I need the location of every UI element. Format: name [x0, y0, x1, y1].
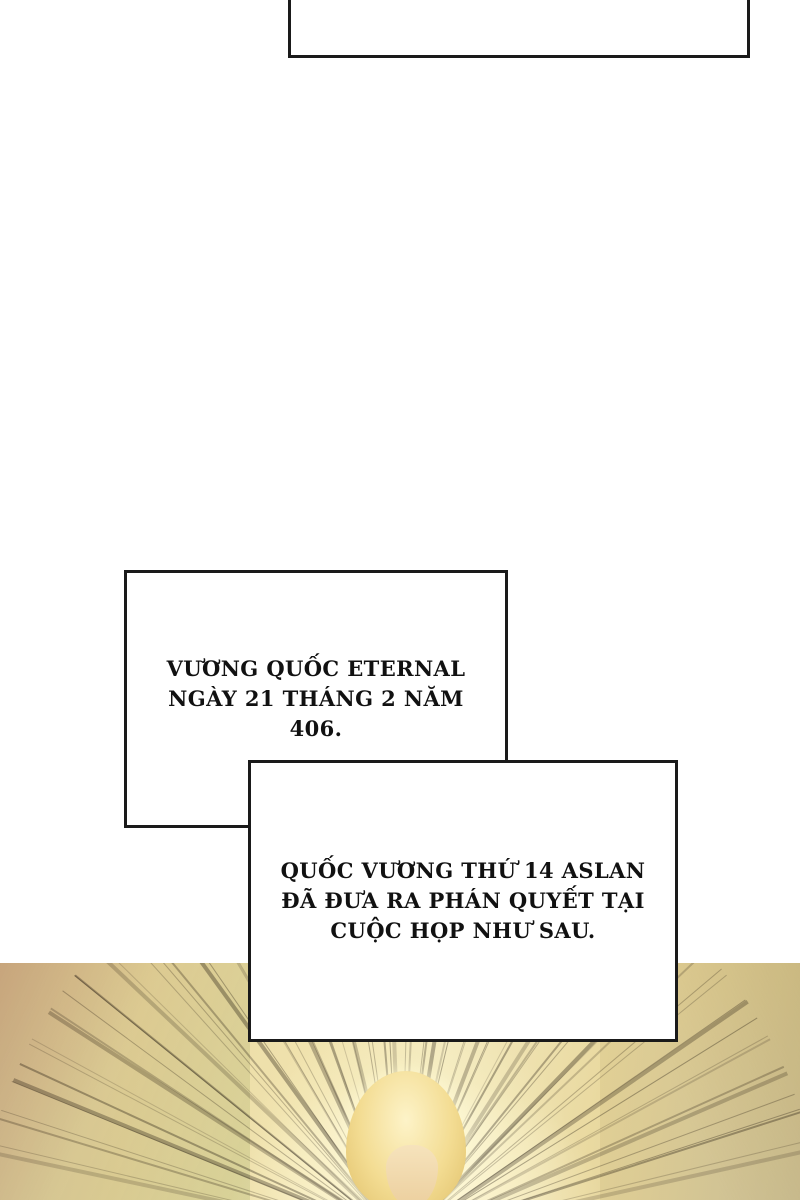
- speech-bubble-verdict-text: QUỐC VƯƠNG THỨ 14 ASLAN ĐÃ ĐƯA RA PHÁN QUYẾT TẠI CUỘC HỌP NHƯ SAU.: [280, 858, 646, 943]
- bubble-overlap-mask: [251, 763, 505, 825]
- character-face: [386, 1145, 438, 1200]
- artwork-left-color-tint: [0, 963, 250, 1200]
- speech-bubble-date-text: VƯƠNG QUỐC ETERNAL NGÀY 21 THÁNG 2 NĂM 406.: [166, 656, 466, 741]
- partial-dialogue-box-top: [288, 0, 750, 58]
